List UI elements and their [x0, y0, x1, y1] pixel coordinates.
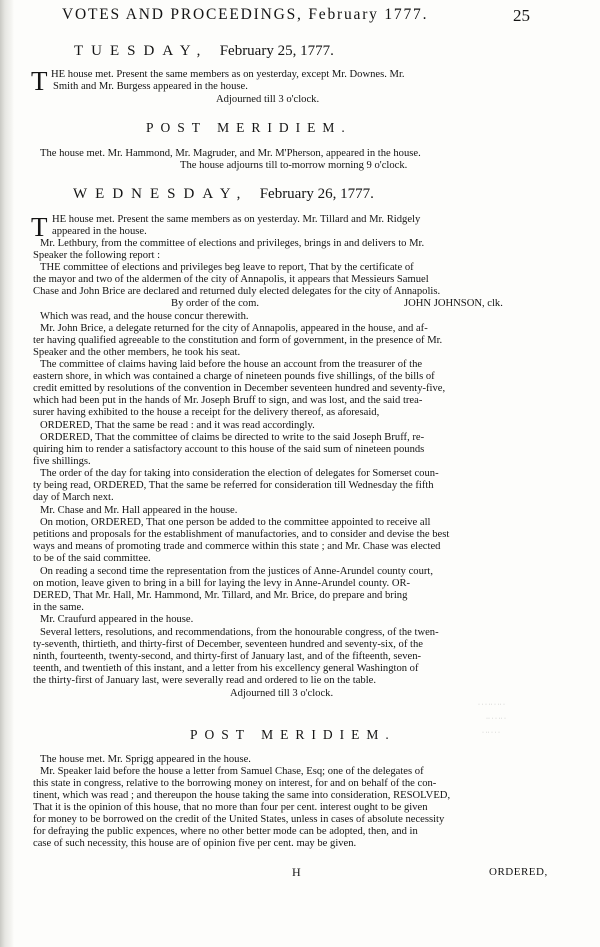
catchword: ORDERED,	[489, 866, 548, 878]
wednesday-line: to be of the said committee.	[33, 553, 151, 564]
tuesday-line: HE house met. Present the same members as on yesterday, except Mr. Downes. Mr.	[51, 69, 405, 80]
wednesday-line: the mayor and two of the aldermen of the city of Annapolis, it appears that Messieurs Samuel	[33, 274, 429, 285]
wednesday-line: ways and means of promoting trade and commerce within this state ; and Mr. Chase was elected	[33, 541, 441, 552]
wednesday-line: Several letters, resolutions, and recommendations, from the honourable congress, of the twen-	[40, 627, 439, 638]
wednesday-line: ninth, fourteenth, twenty-second, and thirty-first of January last, and of the fifteenth, seven-	[33, 651, 422, 662]
wednesday-line: credit emitted by resolutions of the convention in December seventeen hundred and seventy-five,	[33, 383, 446, 394]
wednesday-line: Chase and John Brice are declared and returned duly elected delegates for the city of Annapolis.	[33, 286, 441, 297]
wednesday-line: ty-seventh, thirtieth, and thirty-first of December, seventeen hundred and seventy-six, of the	[33, 639, 423, 650]
wednesday-line: ter having qualified agreeable to the constitution and form of government, in the presence of Mr.	[33, 335, 443, 346]
wednesday-line: in the same.	[33, 602, 84, 613]
wednesday-line: The order of the day for taking into consideration the election of delegates for Somerset coun-	[40, 468, 439, 479]
tuesday-pm-line: The house adjourns till to-morrow morning 9 o'clock.	[180, 160, 408, 171]
wednesday-pm-line: Mr. Speaker laid before the house a letter from Samuel Chase, Esq; one of the delegates of	[40, 766, 424, 777]
wednesday-line: The committee of claims having laid before the house an account from the treasurer of the	[40, 359, 423, 370]
tuesday-heading-date: February 25, 1777.	[219, 43, 334, 59]
binding-shadow	[0, 0, 14, 947]
wednesday-line: DERED, That Mr. Hall, Mr. Hammond, Mr. Tillard, and Mr. Brice, do prepare and bring	[33, 590, 408, 601]
wednesday-line: Mr. Chase and Mr. Hall appeared in the house.	[40, 505, 238, 516]
wednesday-line: HE house met. Present the same members as on yesterday. Mr. Tillard and Mr. Ridgely	[52, 214, 421, 225]
wednesday-line: day of March next.	[33, 492, 114, 503]
wednesday-line: eastern shore, in which was contained a charge of nineteen pounds five shillings, of the bills of	[33, 371, 435, 382]
wednesday-line: appeared in the house.	[52, 226, 147, 237]
tuesday-heading-day: TUESDAY,	[74, 43, 209, 59]
clerk-signature: JOHN JOHNSON, clk.	[404, 298, 503, 309]
wednesday-line: which had been put in the hands of Mr. Joseph Bruff to sign, and was lost, and the said trea-	[33, 395, 423, 406]
wednesday-line: surer having exhibited to the house a receipt for the delivery thereof, as aforesaid,	[33, 407, 380, 418]
wednesday-line: Mr. John Brice, a delegate returned for the city of Annapolis, appeared in the house, and af-	[40, 323, 428, 334]
wednesday-pm-line: That it is the opinion of this house, that no more than four per cent. interest ought to be given	[33, 802, 428, 813]
wednesday-adjourned: Adjourned till 3 o'clock.	[230, 688, 334, 699]
bleed-through-marks: ·· · · ·· ·	[486, 716, 506, 722]
wednesday-line: Speaker and the other members, he took his seat.	[33, 347, 241, 358]
tuesday-heading	[74, 43, 334, 60]
wednesday-heading	[73, 186, 374, 203]
tuesday-line: Smith and Mr. Burgess appeared in the house.	[53, 81, 248, 92]
tuesday-pm-heading: POST MERIDIEM.	[146, 120, 352, 135]
running-head-title: VOTES AND PROCEEDINGS, February 1777.	[62, 6, 429, 23]
tuesday-pm-line: The house met. Mr. Hammond, Mr. Magruder, and Mr. M'Pherson, appeared in the house.	[40, 148, 421, 159]
wednesday-line: petitions and proposals for the establishment of manufactories, and to consider and devise the best	[33, 529, 450, 540]
wednesday-line: on motion, leave given to bring in a bill for laying the levy in Anne-Arundel county. OR-	[33, 578, 411, 589]
wednesday-line: five shillings.	[33, 456, 91, 467]
wednesday-line: ty being read, ORDERED, That the same be referred for consideration till Wednesday the fifth	[33, 480, 434, 491]
wednesday-pm-line: for defraying the public expences, where no other better mode can be adopted, then, and in	[33, 826, 418, 837]
wednesday-pm-line: for money to be borrowed on the credit of the United States, unless in cases of absolute necessity	[33, 814, 445, 825]
wednesday-heading-day: WEDNESDAY,	[73, 186, 249, 202]
wednesday-line: By order of the com.	[171, 298, 259, 309]
wednesday-line: teenth, and twentieth of this instant, and a letter from his excellency general Washington of	[33, 663, 419, 674]
page-number: 25	[513, 6, 530, 25]
wednesday-line: the thirty-first of January last, were severally read and ordered to lie on the table.	[33, 675, 376, 686]
wednesday-pm-line: tinent, which was read ; and thereupon the house taking the same into consideration, RESOLVED,	[33, 790, 451, 801]
wednesday-line: ORDERED, That the same be read : and it was read accordingly.	[40, 420, 315, 431]
bleed-through-marks: · · · ·· · ·· ·	[478, 702, 505, 708]
wednesday-line: quiring him to render a satisfactory account to this house of the said sum of nineteen pounds	[33, 444, 425, 455]
wednesday-line: ORDERED, That the committee of claims be directed to write to the said Joseph Bruff, re-	[40, 432, 425, 443]
wednesday-line: Mr. Craufurd appeared in the house.	[40, 614, 194, 625]
wednesday-line: On motion, ORDERED, That one person be added to the committee appointed to receive all	[40, 517, 431, 528]
wednesday-pm-line: case of such necessity, this house are of opinion five per cent. may be given.	[33, 838, 357, 849]
wednesday-dropcap: T	[31, 212, 48, 242]
wednesday-pm-line: The house met. Mr. Sprigg appeared in the house.	[40, 754, 251, 765]
wednesday-line: Speaker the following report :	[33, 250, 161, 261]
wednesday-line: THE committee of elections and privileges beg leave to report, That by the certificate of	[40, 262, 414, 273]
wednesday-line: Which was read, and the house concur therewith.	[40, 311, 249, 322]
bleed-through-marks: · ·· · · ·	[482, 730, 500, 736]
wednesday-line: Mr. Lethbury, from the committee of elections and privileges, brings in and delivers to Mr.	[40, 238, 425, 249]
wednesday-pm-line: this state in congress, relative to the borrowing money on interest, for and on behalf of the con-	[33, 778, 437, 789]
tuesday-adjourned: Adjourned till 3 o'clock.	[216, 94, 320, 105]
wednesday-pm-heading: POST MERIDIEM.	[190, 727, 396, 742]
tuesday-dropcap: T	[31, 66, 48, 96]
wednesday-line: On reading a second time the representation from the justices of Anne-Arundel county court,	[40, 566, 434, 577]
signature-mark: H	[292, 865, 301, 879]
wednesday-heading-date: February 26, 1777.	[259, 186, 374, 202]
